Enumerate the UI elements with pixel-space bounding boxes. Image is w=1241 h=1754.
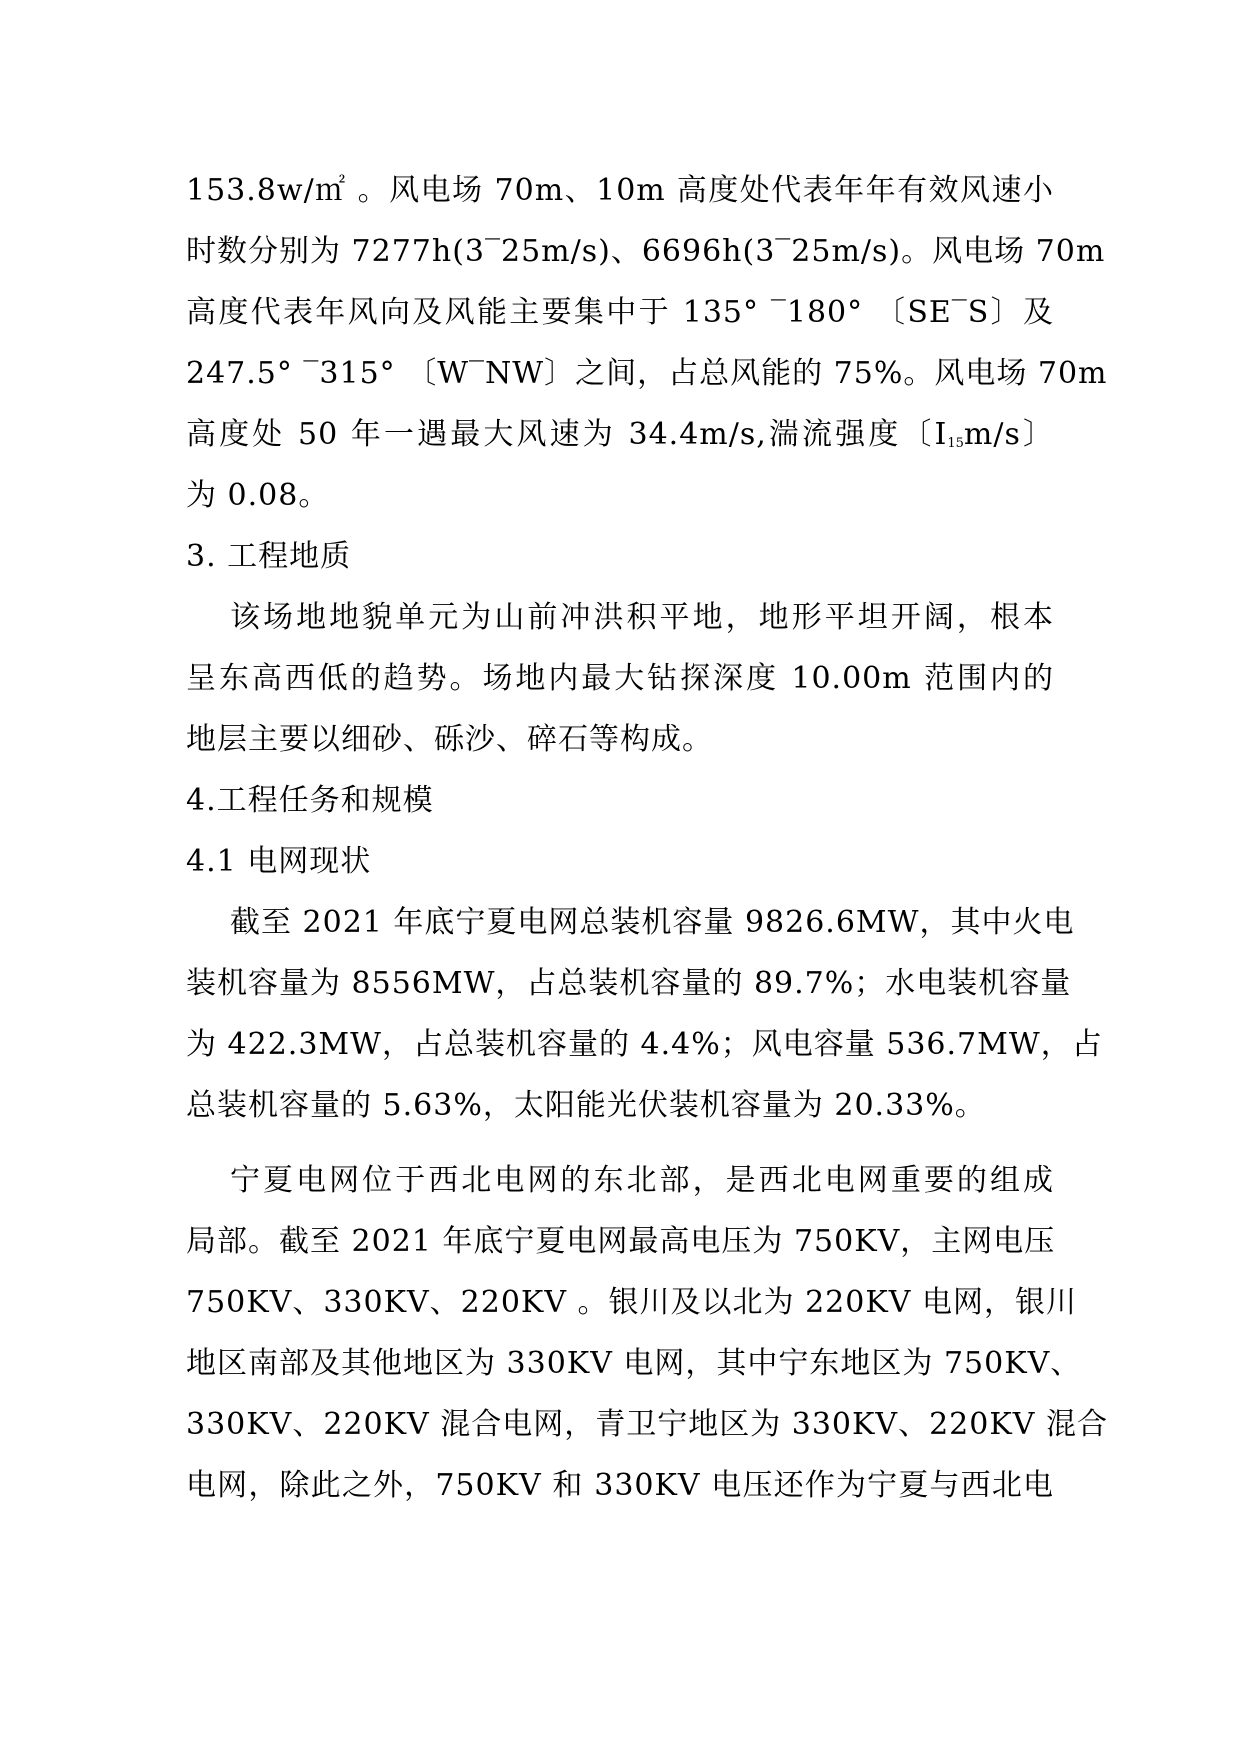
text-line: 为 422.3MW，占总装机容量的 4.4%；风电容量 536.7MW，占 <box>186 1027 1103 1062</box>
text-line: 高度代表年风向及风能主要集中于 135° ‾180° 〔SE‾S〕及 <box>186 295 1054 330</box>
subsection-heading-grid-status: 4.1 电网现状 <box>186 844 372 879</box>
text-line: 局部。截至 2021 年底宁夏电网最高电压为 750KV，主网电压 <box>186 1224 1056 1259</box>
grid-structure-paragraph <box>186 1150 1108 1516</box>
paragraph-gap <box>186 1136 1054 1150</box>
text-line: 时数分别为 7277h(3‾25m/s)、6696h(3‾25m/s)。风电场 70m <box>186 234 1106 269</box>
text-line: 电网，除此之外，750KV 和 330KV 电压还作为宁夏与西北电 <box>186 1468 1054 1503</box>
section-heading-geology: 3. 工程地质 <box>186 539 352 574</box>
text-line: 该场地地貌单元为山前冲洪积平地，地形平坦开阔，根本 <box>230 600 1054 635</box>
text-line: 247.5° ‾315° 〔W‾NW〕之间，占总风能的 75%。风电场 70m <box>186 356 1108 391</box>
text-line: 地区南部及其他地区为 330KV 电网，其中宁东地区为 750KV、 <box>186 1346 1082 1381</box>
grid-capacity-paragraph <box>186 892 1103 1136</box>
text-line: 地层主要以细砂、砾沙、碎石等构成。 <box>186 722 713 757</box>
wind-resource-paragraph <box>186 160 1108 526</box>
text-line: 宁夏电网位于西北电网的东北部，是西北电网重要的组成 <box>230 1163 1054 1198</box>
text-line: 截至 2021 年底宁夏电网总装机容量 9826.6MW，其中火电 <box>230 905 1075 940</box>
text-line: 为 0.08。 <box>186 478 330 513</box>
text-line: 330KV、220KV 混合电网，青卫宁地区为 330KV、220KV 混合 <box>186 1407 1108 1442</box>
text-line <box>186 404 1054 465</box>
document-page <box>186 160 1108 1516</box>
text-line: 750KV、330KV、220KV 。银川及以北为 220KV 电网，银川 <box>186 1285 1077 1320</box>
text-line: 装机容量为 8556MW，占总装机容量的 89.7%；水电装机容量 <box>186 966 1072 1001</box>
text-line: 呈东高西低的趋势。场地内最大钻探深度 10.00m 范围内的 <box>186 661 1054 696</box>
section-heading-tasks: 4.工程任务和规模 <box>186 783 434 818</box>
subscript: 15 <box>947 436 964 451</box>
geology-paragraph <box>186 587 1054 770</box>
text-segment: 高度处 50 年一遇最大风速为 34.4m/s,湍流强度〔I <box>186 417 948 452</box>
text-segment: m/s〕 <box>963 417 1054 452</box>
text-line: 153.8w/㎡ 。风电场 70m、10m 高度处代表年年有效风速小 <box>186 173 1054 208</box>
text-line: 总装机容量的 5.63%，太阳能光伏装机容量为 20.33%。 <box>186 1088 986 1123</box>
